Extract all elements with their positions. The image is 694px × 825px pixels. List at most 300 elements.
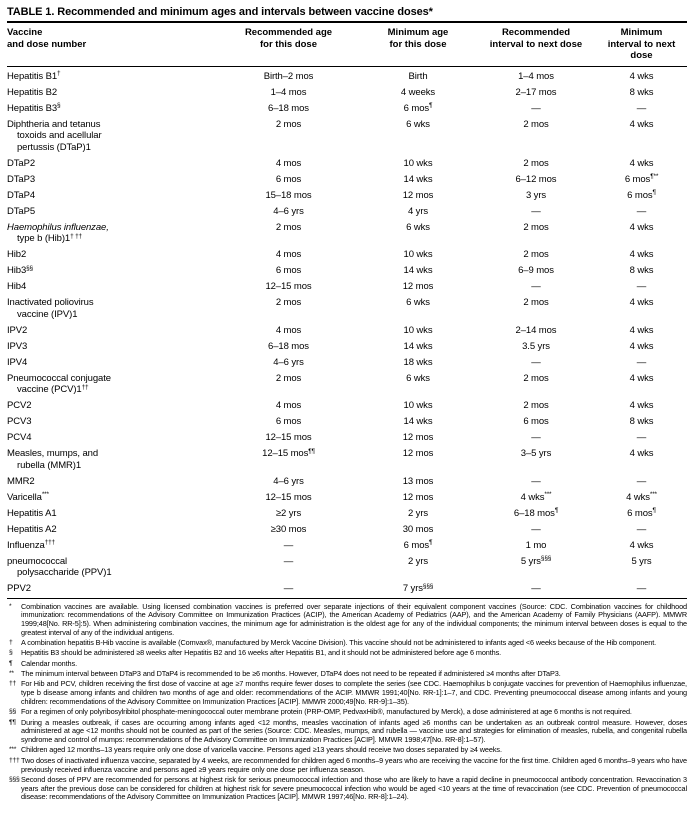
vaccine-name-line <box>7 174 217 186</box>
vaccine-name-cell <box>7 446 217 474</box>
cell-text: 4–6 yrs <box>273 356 304 368</box>
cell-text: 4 wks <box>520 491 545 503</box>
cell-text: — <box>283 583 294 594</box>
cell-text: 3.5 yrs <box>522 340 550 352</box>
value-cell <box>476 506 596 522</box>
value-cell <box>360 117 476 156</box>
cell-text: 12 mos <box>402 448 434 459</box>
table-row <box>7 581 687 598</box>
value-cell <box>476 490 596 506</box>
vaccine-name-line <box>7 190 217 202</box>
header-line: Recommended <box>501 27 571 38</box>
header-line: interval to next dose <box>489 38 583 50</box>
cell-text: — <box>531 102 541 114</box>
value-cell <box>476 581 596 598</box>
value-cell <box>476 398 596 414</box>
cell-text: 2 mos <box>523 118 549 130</box>
vaccine-name-cell <box>7 490 217 506</box>
cell-text: 10 wks <box>403 157 433 169</box>
vaccine-name-line <box>7 309 217 321</box>
table-row <box>7 295 687 323</box>
value-cell <box>217 398 360 414</box>
cell-text: DTaP4 <box>7 189 36 201</box>
cell-text: 4 wks <box>629 372 654 384</box>
vaccine-name-line <box>7 540 217 552</box>
cell-text: — <box>636 102 647 114</box>
cell-text: 8 wks <box>629 416 654 427</box>
cell-text: 6 mos <box>624 173 651 185</box>
value-cell <box>217 414 360 430</box>
vaccine-name-cell <box>7 295 217 323</box>
cell-text: Haemophilus influenzae, <box>7 221 109 233</box>
cell-text: 6 mos <box>403 539 430 551</box>
table-row <box>7 323 687 339</box>
value-cell <box>360 490 476 506</box>
value-cell <box>360 554 476 582</box>
vaccine-name-line <box>7 297 217 309</box>
value-cell <box>596 117 687 156</box>
value-cell <box>476 172 596 188</box>
value-cell <box>476 474 596 490</box>
footnote <box>7 639 687 648</box>
table-row <box>7 66 687 85</box>
value-cell <box>476 188 596 204</box>
header-line: and dose number <box>7 38 87 50</box>
footnote-marker-ref: §§§ <box>422 582 434 590</box>
value-cell <box>476 279 596 295</box>
vaccine-name-line <box>7 448 217 460</box>
vaccine-name-cell <box>7 414 217 430</box>
cell-text: pertussis (DTaP)1 <box>17 141 91 153</box>
vaccine-name-line <box>7 373 217 385</box>
vaccine-table-body <box>7 66 687 598</box>
vaccine-name-cell <box>7 188 217 204</box>
table-row <box>7 172 687 188</box>
cell-text: 6–18 mos <box>268 340 309 352</box>
cell-text: 14 wks <box>403 265 433 276</box>
value-cell <box>360 247 476 263</box>
cell-text: 6 wks <box>406 297 430 308</box>
vaccine-dose-table <box>7 21 687 599</box>
footnote-marker-ref: *** <box>41 491 49 498</box>
cell-text: vaccine (IPV)1 <box>17 308 78 320</box>
column-header-minimum-interval <box>596 22 687 66</box>
cell-text: 2 mos <box>275 118 302 130</box>
value-cell <box>476 247 596 263</box>
value-cell <box>217 188 360 204</box>
value-cell <box>476 430 596 446</box>
value-cell <box>596 156 687 172</box>
cell-text: Pneumococcal conjugate <box>7 372 111 384</box>
vaccine-name-cell <box>7 220 217 248</box>
cell-text: 6 mos <box>403 102 430 114</box>
cell-text: ≥30 mos <box>270 523 307 535</box>
cell-text: 4 wks <box>626 491 650 503</box>
cell-text: 13 mos <box>402 475 434 487</box>
cell-text: 4 wks <box>629 324 654 336</box>
cell-text: DTaP2 <box>7 157 36 169</box>
cell-text: polysaccharide (PPV)1 <box>17 567 112 578</box>
cell-text: 12–15 mos <box>265 281 312 292</box>
value-cell <box>360 446 476 474</box>
cell-text: 6 wks <box>406 221 430 233</box>
cell-text: PCV2 <box>7 400 32 411</box>
vaccine-name-line <box>7 492 217 504</box>
cell-text: rubella (MMR)1 <box>17 459 82 471</box>
cell-text: 1 mo <box>525 539 547 551</box>
header-line: Recommended age <box>244 27 333 38</box>
vaccine-name-cell <box>7 172 217 188</box>
value-cell <box>217 339 360 355</box>
cell-text: 4 mos <box>275 157 302 169</box>
value-cell <box>360 172 476 188</box>
cell-text: Inactivated poliovirus <box>7 297 94 308</box>
cell-text: 8 wks <box>629 86 654 98</box>
cell-text: 1–4 mos <box>518 70 554 82</box>
value-cell <box>217 581 360 598</box>
value-cell <box>217 355 360 371</box>
cell-text: Measles, mumps, and <box>7 448 99 459</box>
footnote-marker-ref: §§ <box>26 264 33 272</box>
cell-text: 4 wks <box>629 297 654 308</box>
value-cell <box>217 220 360 248</box>
value-cell <box>476 538 596 554</box>
cell-text: — <box>531 475 541 487</box>
cell-text: Hib3 <box>7 265 27 276</box>
value-cell <box>596 355 687 371</box>
cell-text: — <box>636 475 647 487</box>
footnote <box>7 649 687 658</box>
cell-text: 2–17 mos <box>515 86 557 98</box>
value-cell <box>217 117 360 156</box>
table-row <box>7 355 687 371</box>
table-row <box>7 538 687 554</box>
cell-text: 4 mos <box>275 324 302 336</box>
cell-text: 6–18 mos <box>513 507 555 519</box>
vaccine-name-line <box>7 119 217 131</box>
value-cell <box>596 172 687 188</box>
value-cell <box>360 204 476 220</box>
value-cell <box>596 506 687 522</box>
vaccine-name-cell <box>7 247 217 263</box>
value-cell <box>596 490 687 506</box>
footnote-marker: § <box>9 649 13 657</box>
cell-text: — <box>531 205 541 217</box>
vaccine-name-line <box>7 87 217 99</box>
footnote-text: Children aged 12 months–13 years require only one dose of varicella vaccine. Persons aged ≥13 years should receive two doses separated by ≥4 weeks. <box>21 745 502 755</box>
footnote-marker-ref: *** <box>544 491 552 498</box>
cell-text: 2 yrs <box>407 507 429 519</box>
table-row <box>7 220 687 248</box>
header-line: interval to next dose <box>607 38 676 61</box>
value-cell <box>360 355 476 371</box>
cell-text: 4 weeks <box>400 86 436 98</box>
value-cell <box>596 538 687 554</box>
value-cell <box>596 414 687 430</box>
value-cell <box>596 101 687 117</box>
table-row <box>7 522 687 538</box>
value-cell <box>360 263 476 279</box>
footnote-text: For Hib and PCV, children receiving the first dose of vaccine at age ≥7 months require fewer doses to complete the series (see CDC. Haemophilus b conjugate vaccines for prevention of Haemophilus influenzae, type b disease among infants and children two months of age and older: recommendations of the ACIP. MMWR 1991;40[No. RR-1]:1–7, and CDC. Preventing pneumococcal disease among infants and young children: recommendations of the Advisory Committee on Immunization Practices [ACIP]. MMWR 2000;49[No. RR-9]:1–35). <box>21 679 687 706</box>
cell-text: 12 mos <box>402 281 434 292</box>
vaccine-name-line <box>7 325 217 337</box>
cell-text: 3–5 yrs <box>520 448 552 459</box>
footnote-text: The minimum interval between DTaP3 and DTaP4 is recommended to be ≥6 months. However, DTaP4 does not need to be repeated if administered ≥4 months after DTaP3. <box>21 669 561 679</box>
cell-text: 2 mos <box>523 249 549 260</box>
cell-text: 4 mos <box>275 400 302 411</box>
cell-text: 6 mos <box>627 507 653 519</box>
cell-text: Hepatitis B3 <box>7 102 58 114</box>
vaccine-name-line <box>7 416 217 428</box>
cell-text: PPV2 <box>7 583 31 594</box>
value-cell <box>596 371 687 399</box>
footnote <box>7 708 687 717</box>
footnote <box>7 660 687 669</box>
footnote <box>7 680 687 706</box>
cell-text: 12 mos <box>402 189 434 201</box>
footnote-marker-ref: ¶ <box>652 189 656 196</box>
footnote-marker-ref: ¶¶ <box>308 447 315 455</box>
vaccine-name-line <box>7 341 217 353</box>
cell-text: Hepatitis A1 <box>7 507 57 519</box>
value-cell <box>217 101 360 117</box>
table-row <box>7 204 687 220</box>
value-cell <box>360 220 476 248</box>
footnote <box>7 757 687 775</box>
table-row <box>7 430 687 446</box>
vaccine-name-line <box>7 130 217 142</box>
value-cell <box>596 85 687 101</box>
cell-text: 2 mos <box>275 297 302 308</box>
footnote-marker-ref: §§§ <box>540 555 552 562</box>
value-cell <box>476 204 596 220</box>
vaccine-name-line <box>7 222 217 234</box>
cell-text: 14 wks <box>403 173 433 185</box>
footnote-marker: * <box>9 602 12 610</box>
value-cell <box>476 66 596 85</box>
footnote-marker-ref: ††† <box>44 539 55 546</box>
value-cell <box>476 101 596 117</box>
footnote-text: Second doses of PPV are recommended for persons at highest risk for serious pneumococcal infection and those who are likely to have a rapid decline in pneumococcal antibody concentration. Revaccination 3 years after the previous dose can be considered for children at highest risk for severe pneumococcal infection who would be aged <10 years at the time of revaccination (see CDC. Prevention of pneumococcal disease: recommendations of the Advisory Committee on Immunization Practices [ACIP]. MMWR 1997;46[No. RR-8]:1–24). <box>21 774 687 802</box>
cell-text: — <box>636 523 647 535</box>
cell-text: 8 wks <box>629 265 654 276</box>
cell-text: Birth–2 mos <box>263 70 314 82</box>
vaccine-name-line <box>7 249 217 261</box>
value-cell <box>217 247 360 263</box>
value-cell <box>596 522 687 538</box>
footnote-marker: ** <box>9 670 14 678</box>
vaccine-name-line <box>7 233 217 245</box>
cell-text: 2 mos <box>523 297 549 308</box>
cell-text: 6–9 mos <box>518 265 554 276</box>
cell-text: 18 wks <box>403 356 433 368</box>
cell-text: 6–12 mos <box>515 173 557 185</box>
cell-text: 2–14 mos <box>515 324 557 336</box>
cell-text: — <box>283 539 294 551</box>
cell-text: DTaP5 <box>7 205 36 217</box>
footnote-marker: † <box>9 639 13 647</box>
value-cell <box>476 339 596 355</box>
footnote-marker-ref: ¶ <box>554 507 559 514</box>
cell-text: IPV3 <box>7 340 28 352</box>
cell-text: 12 mos <box>402 432 434 443</box>
value-cell <box>360 101 476 117</box>
cell-text: type b (Hib)1 <box>17 233 71 244</box>
cell-text: 6 wks <box>406 372 430 384</box>
footnote <box>7 776 687 802</box>
vaccine-name-line <box>7 476 217 488</box>
cell-text: 2 mos <box>275 372 302 384</box>
cell-text: 30 mos <box>402 523 434 535</box>
value-cell <box>476 156 596 172</box>
value-cell <box>596 204 687 220</box>
value-cell <box>217 506 360 522</box>
cell-text: Birth <box>408 70 428 82</box>
value-cell <box>596 446 687 474</box>
vaccine-name-cell <box>7 474 217 490</box>
table-row <box>7 371 687 399</box>
value-cell <box>217 474 360 490</box>
table-row <box>7 506 687 522</box>
value-cell <box>360 323 476 339</box>
footnote-text: Combination vaccines are available. Using licensed combination vaccines is preferred over separate injections of their equivalent component vaccines (Source: CDC. Combination vaccines for childhood immunization: recommendations of the Advisory Committee on Immunization Practices (ACIP), the American Academy of Pediatrics (AAP), and the American Academy of Family Physicians (AAFP). MMWR 1999;48[No. RR-5]:5). When administering combination vaccines, the minimum age for administration is the oldest age for any of the individual components; the minimum interval between doses is equal to the greatest interval of any of the individual antigens. <box>21 601 687 637</box>
table-row <box>7 339 687 355</box>
footnote-marker-ref: ¶ <box>429 539 433 546</box>
cell-text: Hib2 <box>7 249 27 260</box>
cell-text: Hepatitis A2 <box>7 523 57 535</box>
vaccine-name-cell <box>7 204 217 220</box>
value-cell <box>360 398 476 414</box>
value-cell <box>360 66 476 85</box>
vaccine-name-line <box>7 460 217 472</box>
table-row <box>7 117 687 156</box>
value-cell <box>217 172 360 188</box>
vaccine-name-line <box>7 142 217 154</box>
value-cell <box>476 522 596 538</box>
value-cell <box>217 295 360 323</box>
value-cell <box>596 66 687 85</box>
cell-text: 2 mos <box>275 221 302 233</box>
cell-text: Diphtheria and tetanus <box>7 118 101 130</box>
table-header <box>7 22 687 66</box>
cell-text: 2 mos <box>523 372 549 384</box>
cell-text: 4 wks <box>629 221 654 233</box>
header-line: for this dose <box>259 38 317 50</box>
footnote-marker-ref: ¶ <box>429 102 433 109</box>
column-header-vaccine <box>7 22 217 66</box>
cell-text: 4–6 yrs <box>273 205 304 217</box>
table-row <box>7 85 687 101</box>
value-cell <box>360 295 476 323</box>
cell-text: vaccine (PCV)1 <box>17 384 82 395</box>
value-cell <box>360 339 476 355</box>
vaccine-name-cell <box>7 506 217 522</box>
footnote-marker-ref: § <box>57 102 61 109</box>
cell-text: — <box>636 356 647 368</box>
vaccine-name-line <box>7 556 217 568</box>
footnote <box>7 670 687 679</box>
vaccine-name-cell <box>7 581 217 598</box>
table-row <box>7 398 687 414</box>
cell-text: 3 yrs <box>525 189 547 201</box>
cell-text: — <box>283 555 294 567</box>
cell-text: IPV2 <box>7 324 28 336</box>
value-cell <box>476 414 596 430</box>
vaccine-name-cell <box>7 279 217 295</box>
table-row <box>7 101 687 117</box>
footnote-marker: §§ <box>9 708 16 716</box>
value-cell <box>596 339 687 355</box>
cell-text: 1–4 mos <box>270 86 307 98</box>
cell-text: — <box>636 583 647 594</box>
cell-text: toxoids and acellular <box>17 130 102 141</box>
footnote-marker-ref: † <box>57 70 61 77</box>
value-cell <box>217 66 360 85</box>
value-cell <box>476 295 596 323</box>
value-cell <box>596 295 687 323</box>
vaccine-name-cell <box>7 554 217 582</box>
table-title: TABLE 1. Recommended and minimum ages and intervals between vaccine doses* <box>7 6 433 18</box>
cell-text: 6–18 mos <box>268 102 309 114</box>
cell-text: 10 wks <box>403 249 433 260</box>
cell-text: 2 yrs <box>407 555 429 567</box>
footnote-marker: ††† <box>9 756 20 764</box>
value-cell <box>217 279 360 295</box>
value-cell <box>217 522 360 538</box>
value-cell <box>596 220 687 248</box>
cell-text: pneumococcal <box>7 555 68 567</box>
footnote <box>7 603 687 638</box>
value-cell <box>596 398 687 414</box>
value-cell <box>596 430 687 446</box>
footnote-text: A combination hepatitis B-Hib vaccine is available (Comvax®, manufactured by Merck Vaccine Division). This vaccine should not be administered to infants aged <6 weeks because of the Hib component. <box>21 638 657 648</box>
vaccine-name-cell <box>7 371 217 399</box>
cell-text: 14 wks <box>403 340 433 352</box>
table-row <box>7 263 687 279</box>
value-cell <box>360 506 476 522</box>
value-cell <box>360 279 476 295</box>
value-cell <box>217 446 360 474</box>
value-cell <box>596 247 687 263</box>
cell-text: 12–15 mos <box>265 432 312 443</box>
cell-text: 4 wks <box>629 448 654 459</box>
vaccine-name-cell <box>7 355 217 371</box>
cell-text: — <box>531 281 541 292</box>
vaccine-name-cell <box>7 117 217 156</box>
vaccine-name-line <box>7 384 217 396</box>
cell-text: IPV4 <box>7 356 28 368</box>
cell-text: 4 wks <box>629 340 654 352</box>
header-line: for this dose <box>389 38 447 50</box>
footnote-marker: ¶ <box>9 659 13 667</box>
cell-text: — <box>636 205 647 217</box>
column-header-recommended-interval <box>476 22 596 66</box>
vaccine-name-cell <box>7 66 217 85</box>
value-cell <box>217 204 360 220</box>
vaccine-name-line <box>7 567 217 579</box>
vaccine-name-line <box>7 158 217 170</box>
value-cell <box>596 188 687 204</box>
cell-text: 4 wks <box>629 539 654 551</box>
vaccine-name-cell <box>7 398 217 414</box>
header-line: Minimum <box>620 27 663 38</box>
footnote-marker: §§§ <box>9 775 20 783</box>
cell-text: PCV4 <box>7 432 32 443</box>
value-cell <box>360 538 476 554</box>
cell-text: — <box>531 432 541 443</box>
footnote-marker: †† <box>9 680 16 688</box>
vaccine-name-line <box>7 206 217 218</box>
